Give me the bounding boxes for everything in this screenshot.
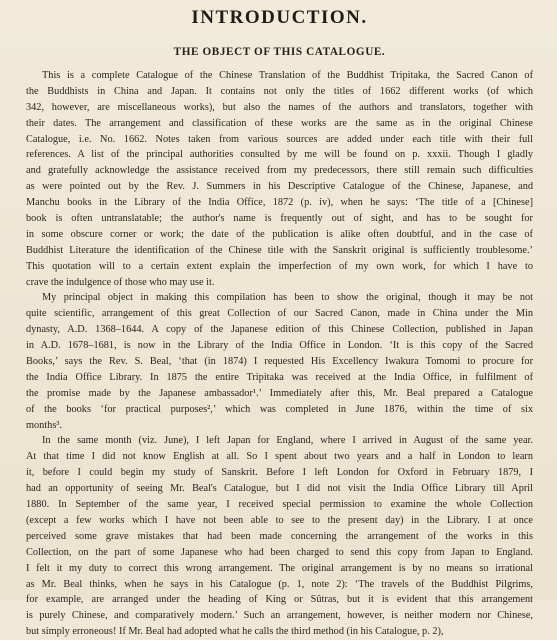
text-line: in some obscure corner or work; the date of the publication is alike often doubtful, and in the case of	[26, 228, 533, 240]
text-line: their dates. The arrangement and classification of these works are the same as in the original Chinese	[26, 117, 533, 129]
text-line: perceived some grave mistakes that had been made concerning the arrangement of the works in this	[26, 530, 533, 542]
text-line: quite scientific, arrangement of this great Collection of our Sacred Canon, made in China under the Min	[26, 308, 533, 320]
text-line: 342, however, are miscellaneous works), but also the names of the authors and translators, together with	[26, 101, 533, 113]
text-line: (except a few works which I have not been able to see to the present day) in the Library. I at once	[26, 514, 533, 526]
text-line: of the books ‘for practical purposes²,’ which was completed in June 1876, within the time of six	[26, 403, 533, 415]
paragraph	[26, 68, 533, 290]
text-line: I felt it my duty to correct this wrong arrangement. The original arrangement is by no means so irrational	[26, 562, 533, 574]
text-line: the Buddhists in China and Japan. It contains not only the titles of 1662 different works (of which	[26, 85, 533, 97]
text-line: This is a complete Catalogue of the Chinese Translation of the Buddhist Tripitaka, the Sacred Canon of	[42, 70, 533, 81]
text-line: for example, are arranged under the heading of King or Sûtras, but it is evident that this arrangement	[26, 594, 533, 606]
text-line: had an opportunity of seeing Mr. Beal's Catalogue, but I did not visit the India Office Library till April	[26, 483, 533, 495]
text-line: it, before I could begin my study of Sanskrit. Before I left London for Oxford in February 1879, I	[26, 467, 533, 479]
text-line: Collection, on the part of some Japanese who had been charged to send this copy from Japan to England.	[26, 546, 533, 558]
paragraph	[26, 433, 533, 640]
section-title: THE OBJECT OF THIS CATALOGUE.	[173, 46, 386, 58]
text-line: Manchu books in the Library of the India Office, 1872 (p. iv), when he says: ‘The title of a [Chinese]	[26, 197, 533, 209]
text-line: and gratefully acknowledge the assistance received from my predecessors, there still remain such difficulties	[26, 165, 533, 177]
text-line: as Mr. Beal thinks, when he says in his Catalogue (p. 1, note 2): ‘The travels of the Buddhist Pilgrims,	[26, 578, 533, 590]
text-line: Buddhist Literature the identification of the Chinese title with the Sanskrit original is sufficiently troublesome.’	[26, 244, 533, 256]
text-line: crave the indulgence of those who may use it.	[26, 276, 215, 288]
paragraph	[26, 290, 533, 433]
text-line: Catalogue, i.e. No. 1662. Notes taken from various sources are added under each title with their full	[26, 133, 533, 145]
text-line: 1880. In September of the same year, I received special permission to examine the whole Collection	[26, 499, 533, 511]
text-line: references. A list of the principal authorities consulted by me will be found on p. xxxii. Though I gladly	[26, 149, 533, 161]
text-line: is purely Chinese, and comparatively modern.’ Such an arrangement, however, is neither modern nor Chinese,	[26, 610, 533, 622]
text-line: Books,’ says the Rev. S. Beal, ‘that (in 1874) I requested His Excellency Iwakura Tomomi to procure for	[26, 356, 533, 368]
page-title: INTRODUCTION.	[191, 7, 368, 28]
text-line: In the same month (viz. June), I left Japan for England, where I arrived in August of the same year.	[42, 435, 533, 447]
text-line: This quotation will to a certain extent explain the imperfection of my own work, for which I have to	[26, 260, 533, 272]
body-text	[26, 68, 533, 640]
text-line: My principal object in making this compilation has been to show the original, though it may be not	[42, 292, 533, 304]
text-line: but simply erroneous! If Mr. Beal had adopted what he calls the third method (in his Catalogue, p. 2),	[26, 626, 444, 638]
text-line: At that time I did not know English at all. So I spent about two years and a half in London to learn	[26, 451, 533, 463]
text-line: book is often untranslatable; the author's name is frequently out of sight, and has to be sought for	[26, 213, 533, 225]
text-line: months³.	[26, 419, 62, 431]
text-line: dynasty, A.D. 1368–1644. A copy of the Japanese edition of this Chinese Collection, published in Japan	[26, 324, 533, 336]
text-line: as were pointed out by the Rev. J. Summers in his Descriptive Catalogue of the Chinese, Japanese, and	[26, 181, 533, 193]
text-line: the India Office Library. In 1875 the entire Tripitaka was received at the India Office, in fulfilment of	[26, 371, 533, 383]
text-line: in A.D. 1678–1681, is now in the Library of the India Office in London. ‘It is this copy of the Sacred	[26, 340, 533, 352]
text-line: the promise made by the Japanese ambassador¹.’ Immediately after this, Mr. Beal prepared a Catalogue	[26, 387, 533, 399]
